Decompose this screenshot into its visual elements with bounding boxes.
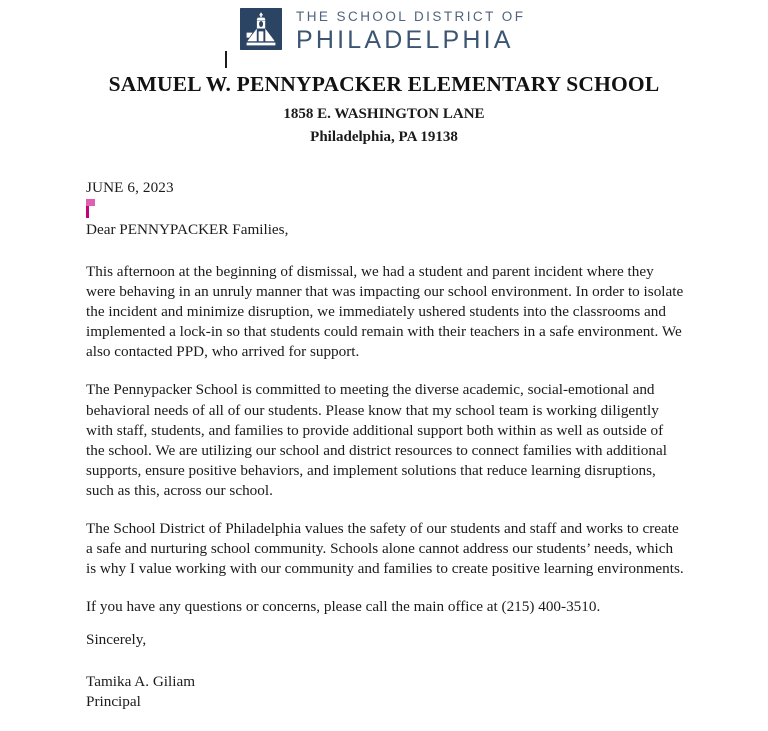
- magenta-insertion-cursor-icon: [86, 199, 95, 218]
- district-logo-lockup: [240, 8, 525, 53]
- letter-salutation: Dear PENNYPACKER Families,: [86, 221, 289, 239]
- cursor-row: [86, 198, 684, 220]
- school-district-bell-tower-logo-icon: [240, 8, 282, 50]
- letter-closing: Sincerely,: [86, 631, 147, 649]
- school-name-heading: SAMUEL W. PENNYPACKER ELEMENTARY SCHOOL: [108, 72, 660, 96]
- text-caret-artifact: [225, 51, 227, 68]
- district-logo-wordmark: [296, 8, 525, 53]
- letter-contact-line: If you have any questions or concerns, please call the main office at (215) 400-3510.: [86, 598, 601, 615]
- district-logo-line-2: PHILADELPHIA: [296, 25, 514, 54]
- school-city-state-zip: Philadelphia, PA 19138: [310, 128, 458, 145]
- school-header-block: [0, 72, 768, 146]
- letter-signer-title: Principal: [86, 693, 141, 711]
- letter-paragraph-1: This afternoon at the beginning of dismissal, we had a student and parent incident where they were behaving in an unruly manner that was impacting our school environment. In order to isolate the incident and minimize disruption, we immediately ushered students into the classrooms and implemented a lock-in so that students could remain with their teachers in a safe environment. We also contacted PPD, who arrived for support.: [86, 263, 684, 361]
- letter-signer-name: Tamika A. Giliam: [86, 673, 196, 691]
- school-street-address: 1858 E. WASHINGTON LANE: [283, 105, 485, 122]
- letter-body: [86, 178, 684, 712]
- letter-paragraph-3: The School District of Philadelphia values the safety of our students and staff and works to create a safe and nurturing school community. Schools alone cannot address our students’ needs, which is why I value working with our community and families to create positive learning environments.: [86, 519, 684, 577]
- district-logo-line-1: THE SCHOOL DISTRICT OF: [296, 9, 526, 24]
- letter-date: JUNE 6, 2023: [86, 179, 174, 196]
- letter-paragraph-2: The Pennypacker School is committed to meeting the diverse academic, social-emotional and behavioral needs of all of our students. Please know that my school team is working diligently with staff, students, and families to provide additional support both within as well as outside of the school. We are utilizing our school and district resources to connect families with additional supports, ensure positive behaviors, and implement solutions that reduce learning disruptions, such as this, across our school.: [86, 381, 667, 499]
